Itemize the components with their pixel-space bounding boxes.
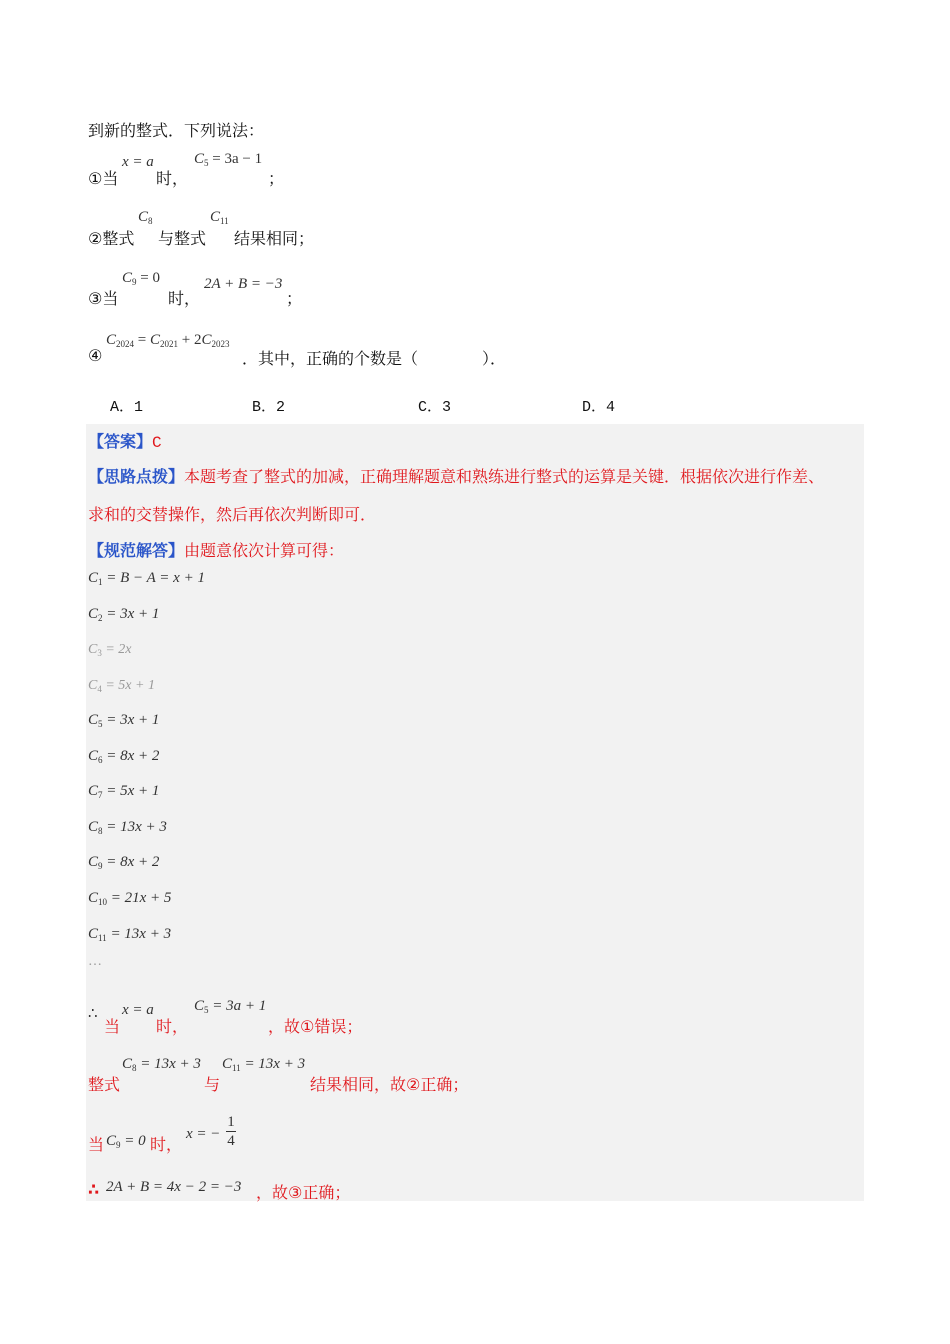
fraction-numerator: 1 (227, 1114, 235, 1130)
step-c7: $C_7 = 5x + 1$ (88, 783, 160, 800)
conclusion-2-c8: $C_8 = 13x + 3$ (122, 1056, 201, 1073)
option-a[interactable]: A．1 (110, 399, 144, 416)
step-c2: $C_2 = 3x + 1$ (88, 606, 160, 623)
conclusion-2-mid: 与 (204, 1075, 221, 1094)
step-c8: $C_8 = 13x + 3$ (88, 819, 167, 836)
conclusion-3-fraction (226, 1114, 236, 1149)
statement-4-number: ④ (88, 346, 103, 365)
statement-3-mid: 时， (168, 289, 201, 308)
answer-line (88, 429, 162, 452)
statement-1-number: ①当 (88, 169, 119, 188)
statement-2-number: ②整式 (88, 229, 135, 248)
conclusion-3-dang: 当 (88, 1135, 105, 1154)
conclusion-1-condition: x = a (122, 1002, 154, 1018)
conclusion-3-condition: $C_9 = 0$ (106, 1133, 146, 1150)
step-c11: $C_{11} = 13x + 3$ (88, 926, 172, 943)
option-b[interactable]: B．2 (252, 399, 286, 416)
conclusion-4-expression: 2A + B = 4x − 2 = −3 (106, 1179, 242, 1195)
step-ellipsis: … (88, 954, 102, 969)
conclusion-1-dang: 当 (104, 1017, 121, 1036)
hint-line-2: 求和的交替操作，然后再依次判断即可． (88, 505, 377, 524)
conclusion-4-end: ，故③正确； (256, 1183, 351, 1202)
statement-1-mid: 时， (156, 169, 189, 188)
statement-1-condition: x = a (122, 154, 154, 170)
option-d[interactable]: D．4 (582, 399, 616, 416)
conclusion-2-pre: 整式 (88, 1075, 121, 1094)
statement-1-expression: $C_5 = 3a - 1$ (194, 151, 263, 168)
solution-intro: 【规范解答】由题意依次计算可得： (88, 541, 345, 560)
step-c3: $C_3 = 2x$ (88, 642, 132, 658)
statement-3-number: ③当 (88, 289, 119, 308)
conclusion-1-therefore: ∴ (88, 1006, 98, 1022)
statement-3-expression: 2A + B = −3 (204, 276, 283, 292)
conclusion-4-therefore: ∴ (88, 1180, 100, 1199)
conclusion-1-shi: 时， (156, 1017, 189, 1036)
statement-2-c8: $C_8$ (138, 209, 153, 226)
step-c5: $C_5 = 3x + 1$ (88, 712, 160, 729)
statement-4-end: ．其中，正确的个数是（ ）． (242, 349, 507, 368)
statement-2-c11: $C_{11}$ (210, 209, 229, 226)
fraction-bar (226, 1131, 236, 1132)
conclusion-3-x: x = − (186, 1126, 221, 1142)
statement-3-end: ； (286, 289, 303, 308)
step-c1: $C_1 = B - A = x + 1$ (88, 570, 205, 587)
hint-line-1: 【思路点拨】本题考查了整式的加减，正确理解题意和熟练进行整式的运算是关键．根据依次进行作差、 (88, 467, 825, 486)
step-c6: $C_6 = 8x + 2$ (88, 748, 160, 765)
answer-value: C (152, 434, 162, 452)
problem-intro: 到新的整式．下列说法： (88, 121, 265, 140)
step-c9: $C_9 = 8x + 2$ (88, 854, 160, 871)
solution-tag: 【规范解答】 (88, 541, 185, 560)
conclusion-2-c11: $C_{11} = 13x + 3$ (222, 1056, 306, 1073)
step-c4: $C_4 = 5x + 1$ (88, 678, 155, 694)
conclusion-3-shi: 时， (150, 1135, 183, 1154)
conclusion-2-end: 结果相同，故②正确； (310, 1075, 469, 1094)
statement-4-expression: $C_{2024} = C_{2021} + 2C_{2023}$ (106, 332, 230, 349)
fraction-denominator: 4 (227, 1133, 235, 1149)
statement-1-end: ； (268, 169, 285, 188)
conclusion-1-end: ，故①错误； (268, 1017, 363, 1036)
hint-tag: 【思路点拨】 (88, 467, 185, 486)
step-c10: $C_{10} = 21x + 5$ (88, 890, 172, 907)
statement-3-condition: $C_9 = 0$ (122, 270, 160, 287)
statement-2-mid: 与整式 (158, 229, 207, 248)
option-c[interactable]: C．3 (418, 399, 452, 416)
statement-2-end: 结果相同； (234, 229, 315, 248)
conclusion-1-expression: $C_5 = 3a + 1$ (194, 998, 267, 1015)
answer-tag: 【答案】 (88, 432, 153, 451)
